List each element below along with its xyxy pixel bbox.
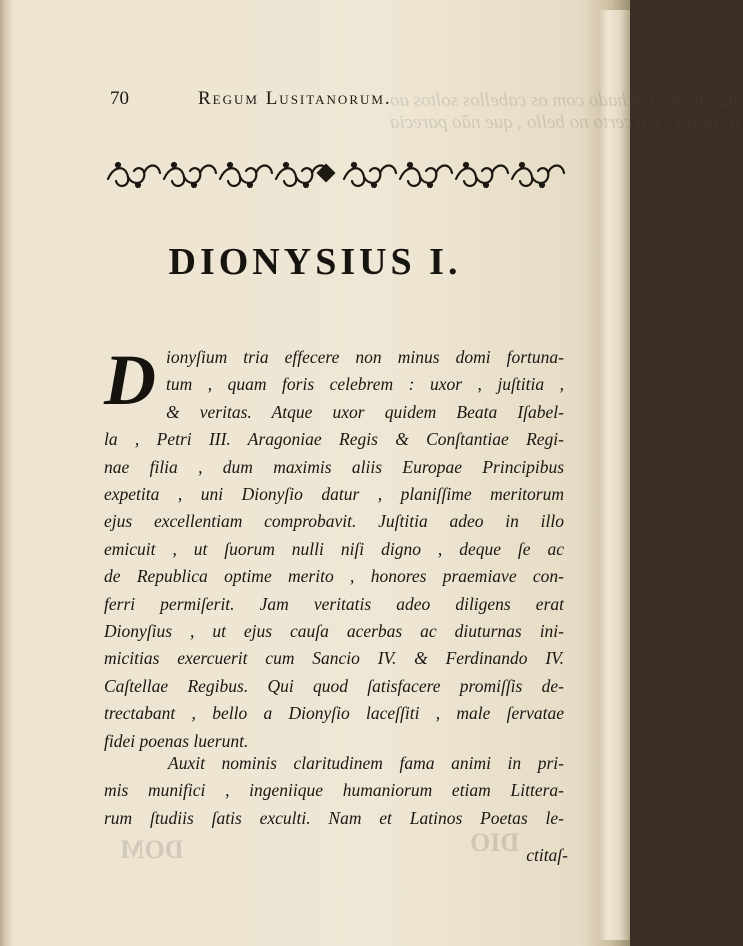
drop-cap: D: [104, 340, 156, 420]
text-line: mis munifici , ingeniique humaniorum etiam Littera-: [104, 780, 564, 801]
text-line: expetita , uni Dionyſio datur , planiſſime meritorum: [104, 484, 564, 505]
text-line: ejus excellentiam comprobavit. Juſtitia adeo in illo: [104, 511, 564, 532]
text-line: rum ſtudiis ſatis exculti. Nam et Latinos Poetas le-: [104, 807, 564, 828]
running-head-title: Regum Lusitanorum.: [198, 88, 392, 109]
text-line: micitias exercuerit cum Sancio IV. & Ferdinando IV.: [104, 648, 564, 669]
chapter-title: DIONYSIUS I.: [168, 241, 462, 283]
page-number: 70: [110, 88, 129, 109]
text-line: & veritas. Atque uxor quidem Beata Iſabel-: [166, 401, 564, 422]
text-line: nae filia , dum maximis aliis Europae Principibus: [104, 456, 564, 477]
text-line: ionyſium tria effecere non minus domi fortuna-: [166, 347, 564, 367]
text-line: Caſtellae Regibus. Qui quod ſatisfacere promiſſis de-: [104, 675, 564, 696]
bleed-through-line: terreiros , e o certo no bello , que não parecia: [390, 112, 740, 133]
bleed-through-catchword: DOM: [120, 835, 184, 864]
text-line: fidei poenas luerunt.: [104, 730, 249, 751]
catchword: ctitaſ-: [526, 845, 568, 865]
text-line: de Republica optime merito , honores praemiave con-: [104, 566, 564, 587]
paragraph: [104, 340, 564, 755]
next-page-edge: [600, 10, 630, 940]
text-line: emicuit , ut ſuorum nulli niſi digno , deque ſe ac: [104, 538, 564, 559]
bleed-through-catchword: DIO: [470, 828, 520, 857]
text-line: ferri permiſerit. Jam veritatis adeo diligens erat: [104, 593, 564, 614]
paragraph: [104, 750, 564, 832]
text-line: la , Petri III. Aragoniae Regis & Conſtantiae Regi-: [104, 429, 564, 450]
text-line: trectabant , bello a Dionyſio laceſſiti , male ſervatae: [104, 703, 564, 724]
text-line: Dionyſius , ut ejus cauſa acerbas ac diuturnas ini-: [104, 621, 564, 642]
running-head: [110, 88, 580, 114]
text-line: Auxit nominis claritudinem fama animi in pri-: [168, 753, 564, 773]
ornament-band-icon: [104, 155, 574, 193]
bleed-through-line: dia que fora achado com os cabellos soltos ao: [390, 90, 743, 111]
text-line: tum , quam foris celebrem : uxor , juſtitia ,: [166, 374, 564, 395]
